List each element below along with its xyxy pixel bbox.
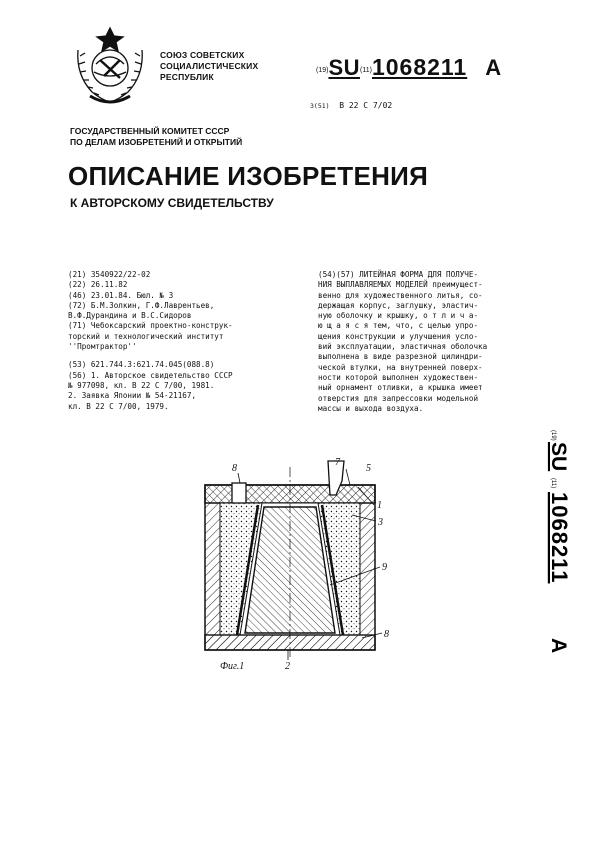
- abstract-line: ю щ а я с я тем, что, с целью упро-: [318, 321, 479, 331]
- abstract-line: ности которой выполнен художествен-: [318, 372, 479, 382]
- abstract-line: ный орнамент отливки, а крышка имеет: [318, 383, 483, 393]
- biblio-line: (72) Б.М.Золкин, Г.Ф.Лаврентьев,: [68, 300, 215, 310]
- label-8-bottom: 8: [384, 629, 389, 640]
- inid-19: (19): [316, 67, 329, 74]
- abstract-line: выполнена в виде разрезной цилиндри-: [318, 352, 483, 362]
- biblio-line: (71) Чебоксарский проектно-конструк-: [68, 321, 233, 331]
- abstract-line: (54)(57) ЛИТЕЙНАЯ ФОРМА ДЛЯ ПОЛУЧЕ-: [318, 270, 479, 279]
- country-code: SU: [328, 55, 361, 80]
- patent-number-block: [316, 54, 501, 81]
- abstract-line: массы и выхода воздуха.: [318, 403, 424, 413]
- vertical-kind-code: A: [547, 638, 570, 654]
- label-2: 2: [285, 661, 290, 670]
- abstract-line: отверстия для запрессовки модельной: [318, 393, 479, 403]
- ipc-classification: [310, 101, 392, 110]
- vertical-patent-number: [540, 430, 580, 670]
- abstract-line: держащая корпус, заглушку, эластич-: [318, 300, 479, 310]
- figure-caption: Фиг.1: [220, 661, 245, 670]
- spacer: [68, 352, 303, 360]
- inid-11: (11): [360, 67, 372, 74]
- patent-number: 1068211: [371, 54, 468, 80]
- label-3: 3: [378, 517, 383, 528]
- vertical-patent-digits: 1068211: [547, 492, 572, 584]
- biblio-line: торский и технологический институт: [68, 331, 224, 341]
- label-8-top: 8: [232, 463, 237, 474]
- abstract-line: щения конструкции и улучшения усло-: [318, 331, 479, 341]
- label-9: 9: [382, 562, 387, 573]
- abstract-line: вий эксплуатации, эластичная оболочка: [318, 342, 488, 352]
- ussr-emblem: [70, 20, 150, 110]
- document-title: ОПИСАНИЕ ИЗОБРЕТЕНИЯ: [68, 161, 429, 191]
- biblio-line: 2. Заявка Японии № 54-21167,: [68, 391, 197, 401]
- committee-name: [70, 126, 242, 148]
- biblio-line: (46) 23.01.84. Бюл. № 3: [68, 290, 174, 300]
- republic-name: [160, 50, 258, 83]
- vertical-inid-19: (19): [550, 430, 556, 441]
- kind-code: A: [485, 55, 502, 80]
- republic-line: СОЦИАЛИСТИЧЕСКИХ: [160, 61, 259, 71]
- biblio-line: (53) 621.744.3:621.74.045(088.8): [68, 360, 215, 370]
- biblio-line: ''Промтрактор'': [68, 342, 137, 352]
- leader-line: [346, 469, 350, 485]
- republic-line: РЕСПУБЛИК: [160, 72, 214, 82]
- figure-1-drawing: [190, 455, 420, 670]
- abstract-line: ческой втулки, на внутренней поверх-: [318, 362, 483, 372]
- biblio-line: (22) 26.11.82: [68, 280, 128, 290]
- biblio-line: (56) 1. Авторское свидетельство СССР: [68, 370, 233, 380]
- document-subtitle: К АВТОРСКОМУ СВИДЕТЕЛЬСТВУ: [70, 196, 274, 210]
- label-5: 5: [366, 463, 371, 474]
- vertical-inid-11: (11): [550, 478, 556, 489]
- committee-line: ГОСУДАРСТВЕННЫЙ КОМИТЕТ СССР: [70, 126, 230, 136]
- biblio-line: № 977098, кл. В 22 С 7/00, 1981.: [68, 380, 215, 390]
- abstract-line: венно для художественного литья, со-: [318, 290, 483, 300]
- abstract: [318, 270, 568, 414]
- republic-line: СОЮЗ СОВЕТСКИХ: [160, 50, 245, 60]
- inid-51: 3(51): [310, 102, 330, 110]
- label-7: 7: [335, 457, 340, 468]
- biblio-line: кл. В 22 С 7/00, 1979.: [68, 401, 169, 411]
- abstract-line: ную оболочку и крышку, о т л и ч а-: [318, 311, 479, 321]
- committee-line: ПО ДЕЛАМ ИЗОБРЕТЕНИЙ И ОТКРЫТИЙ: [70, 137, 243, 147]
- abstract-line: НИЯ ВЫПЛАВЛЯЕМЫХ МОДЕЛЕЙ преимущест-: [318, 280, 483, 290]
- vertical-country-code: SU: [547, 442, 570, 472]
- leader-line: [238, 473, 240, 483]
- label-1: 1: [377, 500, 382, 511]
- bibliographic-data: [68, 270, 303, 412]
- ipc-code: В 22 С 7/02: [339, 101, 393, 110]
- air-vent-hole: [232, 483, 246, 503]
- biblio-line: В.Ф.Дурандина и В.С.Сидоров: [68, 311, 192, 321]
- biblio-line: (21) 3540922/22-02: [68, 270, 151, 279]
